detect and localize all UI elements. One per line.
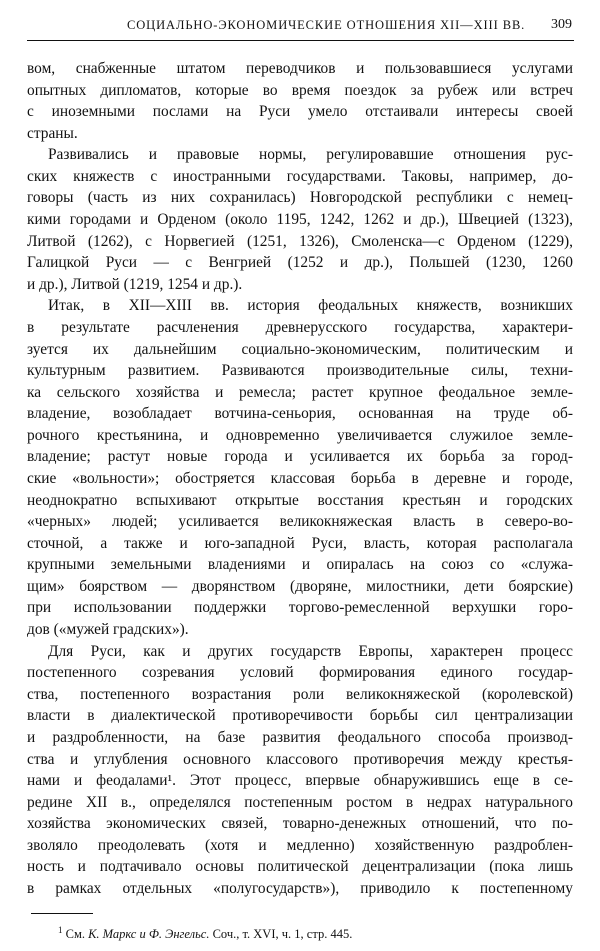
text-line: ка сельского хозяйства и ремесла; растет крупное феодальное земле- [27, 383, 573, 401]
text-line: при использовании поддержки торгово-ремесленной верхушки горо- [27, 599, 573, 617]
text-line: страны. [27, 124, 78, 142]
text-line: Литвой (1262), с Норвегией (1251, 1326), Смоленска—с Орденом (1229), [27, 232, 573, 250]
text-line: дов («мужей градских»). [27, 621, 189, 639]
text-line: щим» боярством — дворянством (дворяне, милостники, дети боярские) [27, 577, 573, 595]
page-number: 309 [551, 17, 572, 32]
text-line: ства, постепенного возрастания роли великокняжеской (королевской) [27, 685, 573, 703]
footnote-prefix: См. [65, 927, 85, 942]
text-line: культурным развитием. Развиваются производительные силы, техни- [27, 362, 573, 380]
text-line: хозяйства экономических связей, товарно-денежных отношений, что по- [27, 815, 573, 833]
text-line: постепенного созревания условий формирования единого государ- [27, 664, 573, 682]
running-header [27, 14, 574, 41]
text-line: неоднократно вспыхивают открытые восстания крестьян и городских [27, 491, 573, 509]
text-line: в рамках отдельных «полугосударств»), приводило к постепенному [27, 879, 573, 897]
footnote-source: Соч., т. XVI, ч. 1, стр. 445. [212, 927, 353, 942]
text-line: редине XII в., определялся постепенным ростом в недрах натурального [27, 793, 573, 811]
text-line: опытных дипломатов, которые во время поездок за рубеж или встреч [27, 81, 573, 99]
text-line: зволяло преодолевать (хотя и медленно) хозяйственную раздроблен- [27, 836, 573, 854]
text-line: в результате расчленения древнерусского государства, характери- [27, 318, 573, 336]
text-line: кими городами и Орденом (около 1195, 1242, 1262 и др.), Швецией (1323), [27, 211, 573, 229]
text-line: и др.), Литвой (1219, 1254 и др.). [27, 275, 243, 293]
text-line: с иноземными послами на Руси умело отстаивали интересы своей [27, 103, 573, 121]
text-line: рочного крестьянина, и одновременно увеличивается служилое земле- [27, 426, 573, 444]
text-line: владение; растут новые города и усиливается их борьба за город- [27, 448, 573, 466]
text-line: Итак, в XII—XIII вв. история феодальных княжеств, возникших [48, 297, 573, 315]
text-line: владение, возобладает вотчина-сеньория, основанная на труде об- [27, 405, 573, 423]
footnote [58, 922, 578, 942]
body-text [27, 58, 573, 900]
text-line: власти в диалектической противоречивости борьбы сил централизации [27, 707, 573, 725]
text-line: крупными земельными владениями и опиралась на союз со «служа- [27, 556, 573, 574]
text-line: ность и подтачивало основы политической децентрализации (пока лишь [27, 858, 573, 876]
text-line: ские «вольности»; обостряется классовая борьба в деревне и городе, [27, 469, 573, 487]
text-line: Развивались и правовые нормы, регулировавшие отношения рус- [48, 146, 573, 164]
text-line: Галицкой Руси — с Венгрией (1252 и др.), Польшей (1230, 1260 [27, 254, 573, 272]
text-line: сточной, а также и юго-западной Руси, власть, которая располагала [27, 534, 573, 552]
text-line: Для Руси, как и других государств Европы, характерен процесс [48, 642, 573, 660]
text-line: вом, снабженные штатом переводчиков и пользовавшиеся услугами [27, 60, 573, 77]
text-line: и раздробленности, на базе развития феодального способа производ- [27, 728, 573, 746]
text-line: зуется их дальнейшим социально-экономическим, политическим и [27, 340, 573, 358]
text-line: ства и углубления основного классового противоречия между крестья- [27, 750, 573, 768]
text-line: нами и феодалами¹. Этот процесс, впервые обнаружившись еще в се- [27, 772, 573, 790]
footnote-marker: 1 [58, 925, 63, 935]
text-line: говоры (часть из них сохранилась) Новгородской республики с немец- [27, 189, 573, 207]
footnote-authors: К. Маркс и Ф. Энгельс. [88, 927, 210, 942]
text-line: ских княжеств с иностранными государствами. Таковы, например, до- [27, 167, 573, 185]
running-title: СОЦИАЛЬНО-ЭКОНОМИЧЕСКИЕ ОТНОШЕНИЯ XII—XIII ВВ. [127, 18, 526, 32]
footnote-rule [31, 913, 93, 914]
text-line: «черных» людей; усиливается великокняжеская власть в северо-во- [27, 513, 573, 531]
